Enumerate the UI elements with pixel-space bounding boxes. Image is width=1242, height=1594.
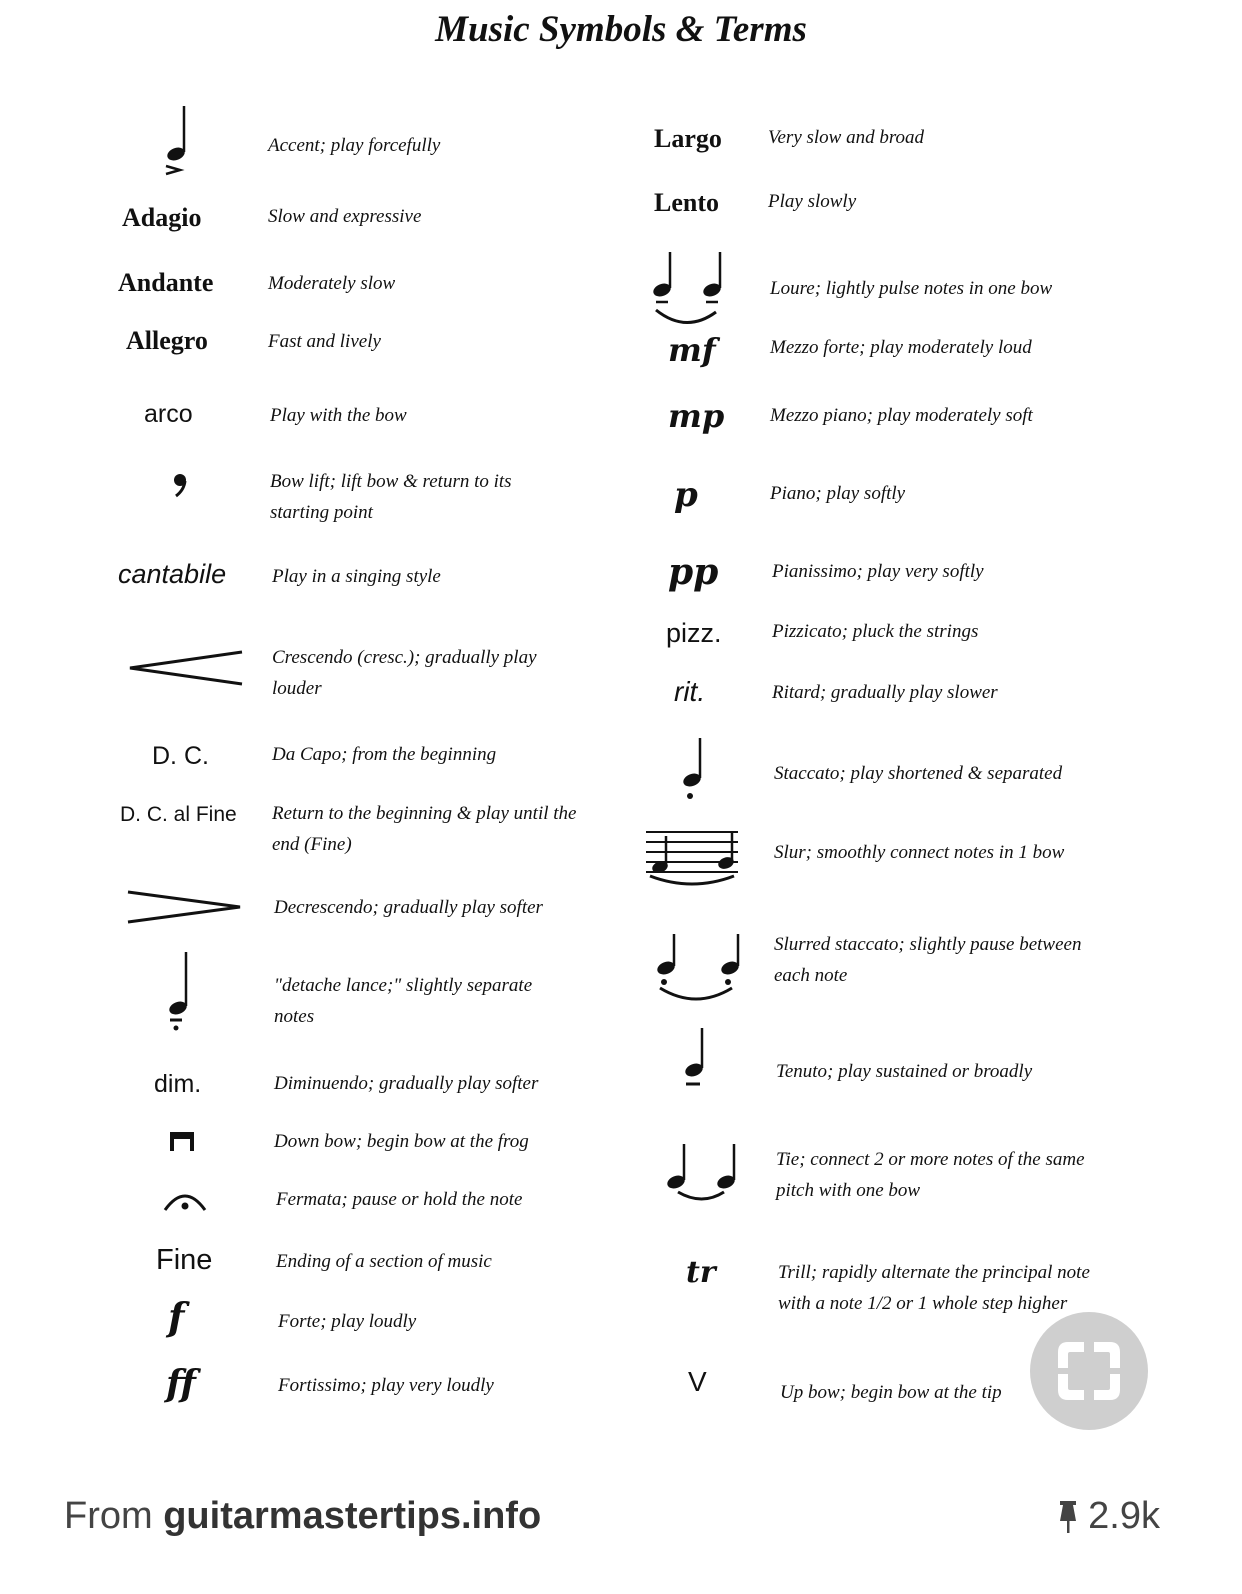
term-description: Return to the beginning & play until the end (Fine) bbox=[272, 803, 577, 855]
term-description: Play in a singing style bbox=[272, 566, 441, 587]
term-description: Play with the bow bbox=[270, 405, 407, 426]
term-description: Decrescendo; gradually play softer bbox=[274, 897, 543, 918]
term-symbol: cantabile bbox=[118, 559, 227, 589]
visual-search-button[interactable] bbox=[1030, 1312, 1148, 1430]
term-description: Da Capo; from the beginning bbox=[272, 744, 497, 765]
term-symbol: D. C. al Fine bbox=[120, 803, 237, 826]
term-symbol: f bbox=[168, 1294, 185, 1339]
term-symbol: ff bbox=[166, 1363, 196, 1405]
term-symbol: mp bbox=[668, 397, 725, 435]
term-description: Slur; smoothly connect notes in 1 bow bbox=[774, 842, 1065, 863]
pin-icon bbox=[1056, 1499, 1080, 1535]
term-symbol: V bbox=[688, 1366, 707, 1397]
down-bow-icon bbox=[168, 1130, 196, 1152]
page-title: Music Symbols & Terms bbox=[435, 9, 807, 50]
term-description: "detache lance;" slightly separate notes bbox=[274, 975, 533, 1027]
save-count-value: 2.9k bbox=[1088, 1495, 1160, 1537]
detache-lance-note-icon bbox=[162, 950, 196, 1034]
tie-notes-icon bbox=[662, 1140, 742, 1206]
term-description: Up bow; begin bow at the tip bbox=[780, 1382, 1002, 1403]
term-symbol: Largo bbox=[654, 124, 722, 153]
term-description: Ending of a section of music bbox=[276, 1251, 492, 1272]
term-description: Tie; connect 2 or more notes of the same pitch with one bow bbox=[776, 1149, 1085, 1201]
term-description: Slow and expressive bbox=[268, 206, 422, 227]
term-description: Bow lift; lift bow & return to its starting point bbox=[270, 471, 512, 523]
term-description: Fortissimo; play very loudly bbox=[278, 1375, 494, 1396]
term-description: Play slowly bbox=[768, 191, 857, 212]
term-description: Ritard; gradually play slower bbox=[772, 682, 998, 703]
term-symbol: tr bbox=[686, 1255, 716, 1290]
crescendo-icon bbox=[126, 648, 246, 688]
term-symbol: Fine bbox=[156, 1244, 213, 1276]
term-symbol: rit. bbox=[674, 676, 706, 707]
slurred-staccato-icon bbox=[652, 930, 744, 1006]
visual-search-icon bbox=[1030, 1312, 1148, 1430]
term-description: Fast and lively bbox=[268, 331, 381, 352]
fermata-icon bbox=[162, 1188, 208, 1212]
term-description: Mezzo forte; play moderately loud bbox=[770, 337, 1032, 358]
term-description: Crescendo (cresc.); gradually play louder bbox=[272, 647, 537, 699]
term-symbol: mf bbox=[668, 331, 716, 369]
term-symbol: Lento bbox=[654, 188, 719, 217]
term-description: Down bow; begin bow at the frog bbox=[274, 1131, 529, 1152]
bow-lift-icon bbox=[168, 472, 192, 498]
source-attribution[interactable] bbox=[64, 1495, 541, 1538]
term-symbol: Adagio bbox=[122, 203, 202, 232]
staccato-note-icon bbox=[676, 736, 710, 802]
term-description: Accent; play forcefully bbox=[268, 135, 441, 156]
term-description: Tenuto; play sustained or broadly bbox=[776, 1061, 1033, 1082]
term-symbol: pp bbox=[668, 551, 719, 593]
term-description: Forte; play loudly bbox=[278, 1311, 417, 1332]
term-description: Loure; lightly pulse notes in one bow bbox=[770, 278, 1053, 299]
term-symbol: D. C. bbox=[152, 742, 209, 770]
term-description: Mezzo piano; play moderately soft bbox=[770, 405, 1033, 426]
term-symbol: arco bbox=[144, 400, 193, 428]
term-description: Moderately slow bbox=[268, 273, 396, 294]
term-description: Slurred staccato; slightly pause between each note bbox=[774, 934, 1082, 986]
decrescendo-icon bbox=[124, 888, 244, 926]
term-symbol: Andante bbox=[118, 268, 214, 297]
from-label: From bbox=[64, 1495, 153, 1537]
term-description: Diminuendo; gradually play softer bbox=[274, 1073, 539, 1094]
term-description: Pizzicato; pluck the strings bbox=[772, 621, 979, 642]
slur-staff-icon bbox=[644, 826, 740, 890]
term-symbol: dim. bbox=[154, 1070, 202, 1098]
term-description: Pianissimo; play very softly bbox=[772, 561, 984, 582]
tenuto-note-icon bbox=[678, 1026, 712, 1088]
term-symbol: p bbox=[674, 475, 698, 515]
term-symbol: Allegro bbox=[126, 326, 208, 355]
source-link[interactable]: guitarmastertips.info bbox=[163, 1495, 542, 1537]
term-description: Fermata; pause or hold the note bbox=[276, 1189, 523, 1210]
accent-note-icon bbox=[158, 104, 198, 178]
term-description: Piano; play softly bbox=[770, 483, 906, 504]
loure-notes-icon bbox=[646, 248, 730, 328]
save-count bbox=[1056, 1495, 1160, 1538]
term-description: Staccato; play shortened & separated bbox=[774, 763, 1063, 784]
term-description: Very slow and broad bbox=[768, 127, 925, 148]
term-symbol: pizz. bbox=[666, 618, 722, 648]
term-description: Trill; rapidly alternate the principal note with a note 1/2 or 1 whole step higher bbox=[778, 1262, 1090, 1314]
